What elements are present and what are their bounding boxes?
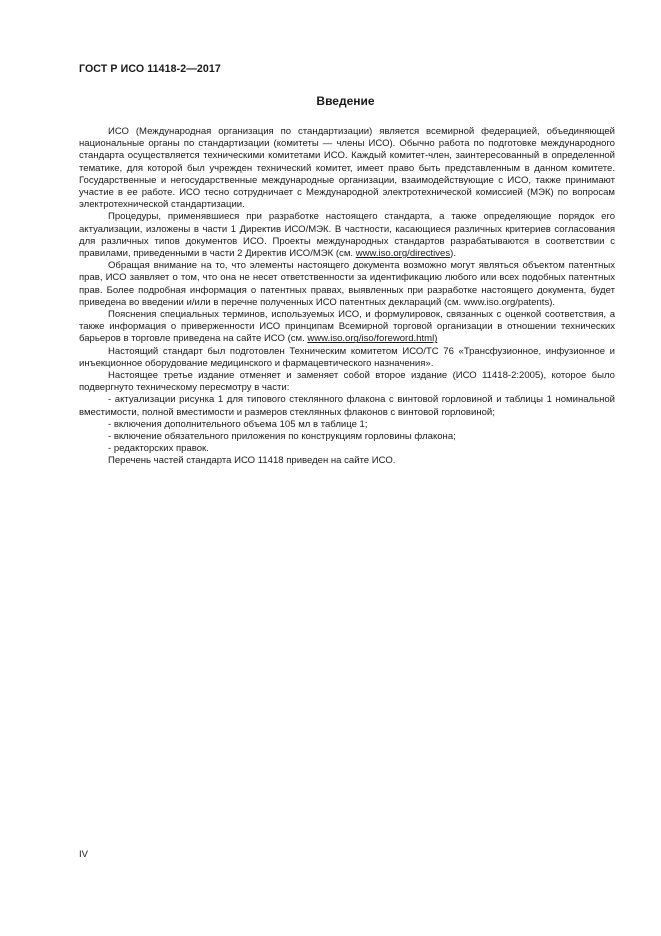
paragraph-patents: Обращая внимание на то, что элементы настоящего документа возможно могут являться объектом патентных прав, ИСО заявляет о том, что она не несет ответственности за идентификацию любого или всех подобных патентных прав. Более подробная информация о патентных правах, выявленных при разработке настоящего документа, будет приведена во введении и/или в перечне полученных ИСО патентных деклараций (см. www.iso.org/patents). [79,260,615,308]
list-item: - включения дополнительного объема 105 мл в таблице 1; [108,418,368,430]
introduction-body [79,126,615,468]
paragraph-procedures-end: ). [450,248,456,260]
list-item: - актуализации рисунка 1 для типового стеклянного флакона с винтовой горловиной и таблицы 1 номинальной вместимости, полной вместимости и размеров стеклянных флаконов с винтовой горловиной; [79,394,615,418]
document-header: ГОСТ Р ИСО 11418-2—2017 [79,63,221,75]
paragraph-procedures [79,211,615,260]
paragraph-terms [79,309,615,346]
list-item: - редакторских правок. [108,443,209,455]
foreword-link[interactable]: www.iso.org/iso/foreword.html) [307,333,438,345]
list-item: - включение обязательного приложения по конструкциям горловины флакона; [108,431,456,443]
paragraph-terms-text: Пояснения специальных терминов, используемых ИСО, и формулировок, связанных с оценкой соответствия, а также информация о приверженности ИСО принципам Всемирной торговой организации в отношении технических барьеров в торговле приведена на сайте ИСО (см. [79,309,615,345]
paragraph-parts-list: Перечень частей стандарта ИСО 11418 приведен на сайте ИСО. [108,455,396,467]
section-title: Введение [316,94,375,108]
paragraph-edition: Настоящее третье издание отменяет и заменяет собой второе издание (ИСО 11418-2:2005), которое было подвергнуто техническому пересмотру в части: [79,370,615,394]
paragraph-procedures-text: Процедуры, применявшиеся при разработке настоящего стандарта, а также определяющие порядок его актуализации, изложены в части 1 Директив ИСО/МЭК. В частности, касающиеся различных критериев согласования для различных типов документов ИСО. Проекты международных стандартов разрабатываются в соответствии с правилами, приведенными в части 2 Директив ИСО/МЭК (см. [79,211,615,260]
paragraph-iso-organization: ИСО (Международная организация по стандартизации) является всемирной федерацией, объединяющей национальные органы по стандартизации (комитеты — члены ИСО). Обычно работа по подготовке международного стандарта осуществляется техническими комитетами ИСО. Каждый комитет-член, заинтересованный в определенной тематике, для которой был учрежден технический комитет, имеет право быть представленным в данном комитете. Государственные и негосударственные международные организации, взаимодействующие с ИСО, также принимают участие в ее работе. ИСО тесно сотрудничает с Международной электротехнической комиссией (МЭК) по вопросам электротехнической стандартизации. [79,126,615,211]
page-number: IV [79,849,88,860]
directives-link[interactable]: www.iso.org/directives [355,248,451,260]
paragraph-committee: Настоящий стандарт был подготовлен Техническим комитетом ИСО/ТС 76 «Трансфузионное, инфузионное и инъекционное оборудование медицинского и фармацевтического назначения». [79,345,615,369]
